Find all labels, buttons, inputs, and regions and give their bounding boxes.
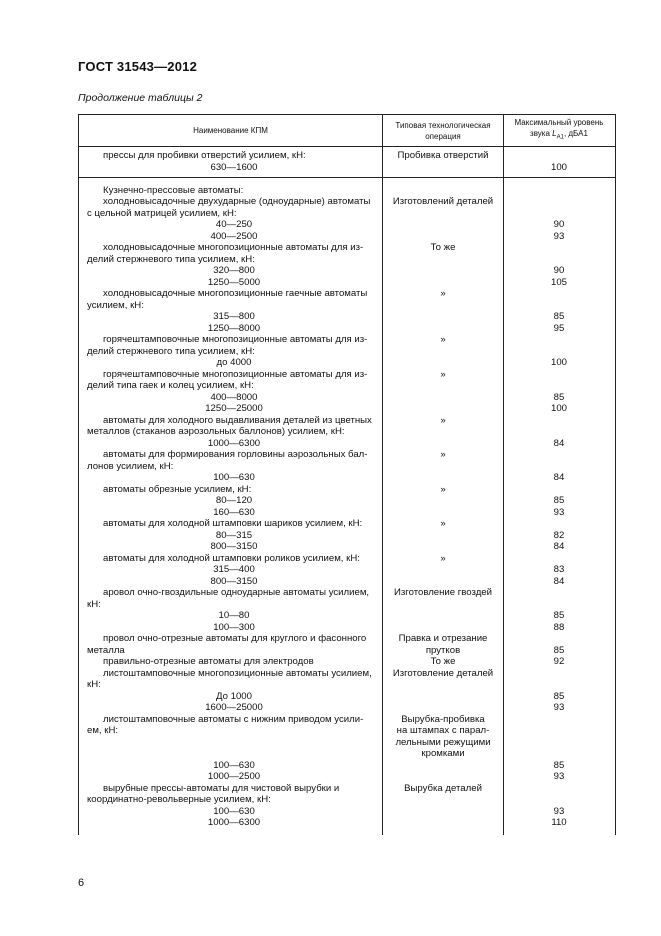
- noise-level-table: [78, 114, 616, 835]
- level-cell: 84: [553, 541, 565, 552]
- table-row-name: металлов (стаканов аэрозольных баллонов) усилием, кН:: [87, 426, 345, 437]
- table-row-value: 10—80: [218, 610, 250, 621]
- table-row-value: 320—800: [213, 265, 255, 276]
- table-row-value: 100—630: [213, 472, 255, 483]
- level-cell: 85: [553, 391, 565, 403]
- level-cell: 84: [553, 437, 565, 449]
- operation-cell: лельными режущими: [395, 736, 491, 748]
- level-cell: 90: [553, 265, 565, 276]
- operation-cell: »: [440, 334, 446, 345]
- table-row-value: 315—400: [213, 564, 255, 575]
- table-row-value: 1600—25000: [205, 702, 263, 713]
- table-row-value: 315—800: [213, 311, 255, 322]
- level-cell: 84: [553, 575, 565, 587]
- table-row-value: 100—300: [213, 621, 255, 633]
- operation-cell: прутков: [425, 644, 461, 656]
- operation-cell: Изготовлений деталей: [392, 196, 494, 207]
- table-row-name: прессы для пробивки отверстий усилием, кН:: [103, 150, 306, 161]
- operation-cell: на штампах с парал-: [396, 725, 490, 736]
- table-row-name: кН:: [87, 598, 101, 610]
- table-row-name: аровол очно-гвоздильные одноударные автоматы усилием,: [103, 587, 370, 598]
- operation-cell: Вырубка деталей: [404, 782, 482, 794]
- level-symbol: L: [552, 129, 557, 139]
- level-cell: 93: [553, 771, 565, 782]
- operation-cell: »: [440, 368, 446, 380]
- table-row-name: с цельной матрицей усилием, кН:: [87, 207, 237, 219]
- table-row-value: 400—2500: [210, 230, 258, 242]
- level-cell: 85: [553, 759, 565, 771]
- table-row-value: 1250—5000: [207, 276, 261, 288]
- level-cell: 100: [550, 403, 567, 414]
- table-row-value: 800—3150: [210, 575, 258, 587]
- table-row-value: до 4000: [216, 357, 252, 368]
- table-row-name: горячештамповочные многопозиционные автоматы для из-: [103, 368, 368, 380]
- table-row-name: автоматы для формирования горловины аэрозольных бал-: [103, 449, 368, 460]
- table-row-name: автоматы для холодной штамповки роликов усилием, кН:: [103, 552, 360, 564]
- level-cell: 110: [551, 817, 567, 828]
- level-cell: 95: [553, 322, 565, 334]
- column-header-name: [79, 115, 382, 146]
- table-row-value: 1250—8000: [207, 322, 261, 334]
- level-cell: 84: [553, 472, 565, 483]
- table-row-name: делий типа гаек и колец усилием, кН:: [87, 380, 254, 391]
- operation-cell: »: [440, 552, 446, 564]
- table-row-name: кН:: [87, 679, 101, 690]
- table-row-name: металла: [87, 644, 125, 656]
- operation-cell: То же: [430, 242, 456, 253]
- table-row-value: 160—630: [213, 506, 255, 518]
- operation-cell: Пробивка отверстий: [397, 150, 489, 161]
- level-cell: 105: [550, 276, 567, 288]
- level-cell: 93: [553, 805, 565, 817]
- table-row-name: холодновысадочные многопозиционные гаечные автоматы: [103, 288, 368, 299]
- document-header: ГОСТ 31543—2012: [78, 59, 197, 74]
- table-row-value: До 1000: [216, 690, 252, 702]
- table-row-name: холодновысадочные двухударные (одноударные) автоматы: [103, 196, 371, 207]
- column-header-operation: [383, 115, 503, 146]
- column-header-operation-line2: операция: [425, 131, 461, 141]
- table-row-name: координатно-револьверные усилием, кН:: [87, 794, 271, 805]
- table-row-value: 40—250: [215, 219, 253, 230]
- level-cell: 82: [553, 529, 565, 541]
- level-cell: 85: [553, 690, 565, 702]
- table-row-name: ем, кН:: [87, 725, 119, 736]
- level-unit-prefix: звука: [530, 129, 553, 139]
- table-row-value: 630—1600: [210, 161, 258, 173]
- table-row-value: 80—315: [215, 529, 253, 541]
- table-row-name: листоштамповочные многопозиционные автоматы усилием,: [103, 667, 372, 679]
- table-row-name: горячештамповочные многопозиционные автоматы для из-: [103, 334, 368, 345]
- operation-cell: »: [440, 518, 446, 529]
- operation-cell: »: [440, 449, 446, 460]
- table-row-value: 1250—25000: [205, 403, 263, 414]
- page-number: 6: [78, 877, 85, 889]
- operation-cell: Вырубка-пробивка: [401, 713, 485, 725]
- header-divider: [79, 146, 615, 147]
- operation-cell: »: [440, 414, 446, 426]
- table-row-name: делий стержневого типа усилием, кН:: [87, 253, 255, 265]
- operation-cell: Изготовление гвоздей: [394, 587, 492, 598]
- column-header-level: [504, 115, 614, 146]
- level-cell: 90: [553, 219, 565, 230]
- level-cell: 100: [550, 161, 567, 173]
- operation-cell: Правка и отрезание: [398, 633, 488, 644]
- table-row-value: 1000—2500: [207, 771, 261, 782]
- level-cell: 93: [553, 230, 565, 242]
- operation-cell: »: [440, 288, 446, 299]
- level-symbol-subscript: A1: [556, 134, 564, 141]
- table-row-value: 1000—6300: [207, 817, 261, 828]
- table-row-value: 800—3150: [210, 541, 258, 552]
- table-row-name: холодновысадочные многопозиционные автоматы для из-: [103, 242, 364, 253]
- table-row-value: 100—630: [213, 759, 255, 771]
- level-cell: 93: [553, 702, 565, 713]
- level-cell: 85: [553, 644, 565, 656]
- table-row-value: 100—630: [213, 805, 255, 817]
- table-row-name: Кузнечно-прессовые автоматы:: [103, 184, 244, 196]
- column-header-operation-line1: Типовая технологическая: [395, 120, 491, 130]
- level-cell: 88: [553, 621, 565, 633]
- column-header-level-line1: Максимальный уровень: [514, 118, 604, 128]
- table-row-name: лонов усилием, кН:: [87, 460, 174, 472]
- table-row-value: 80—120: [215, 495, 253, 506]
- table-row-name: автоматы для холодного выдавливания деталей из цветных: [103, 414, 372, 426]
- table-caption: Продолжение таблицы 2: [78, 92, 203, 104]
- operation-cell: Изготовление деталей: [392, 667, 494, 679]
- table-row-name: усилием, кН:: [87, 299, 144, 311]
- table-row-value: 400—8000: [210, 391, 258, 403]
- level-cell: 100: [550, 357, 567, 368]
- table-row-name: автоматы обрезные усилием, кН:: [103, 483, 252, 495]
- column-header-level-line2: [515, 128, 604, 144]
- row-divider: [79, 177, 615, 178]
- table-row-name: делий стержневого типа усилием, кН:: [87, 345, 255, 357]
- level-cell: 85: [553, 610, 565, 621]
- level-cell: 85: [553, 311, 565, 322]
- table-row-value: 1000—6300: [207, 437, 261, 449]
- table-row-name: автоматы для холодной штамповки шариков усилием, кН:: [103, 518, 363, 529]
- table-row-name: провол очно-отрезные автоматы для круглого и фасонного: [103, 633, 367, 644]
- table-row-name: вырубные прессы-автоматы для чистовой вырубки и: [103, 782, 340, 794]
- operation-cell: »: [440, 483, 446, 495]
- level-cell: 83: [553, 564, 565, 575]
- level-unit: , дБА1: [563, 129, 588, 139]
- table-row-name: листоштамповочные автоматы с нижним приводом усили-: [103, 713, 364, 725]
- operation-cell: То же: [430, 656, 456, 667]
- operation-cell: кромками: [421, 748, 465, 759]
- column-header-name-text: Наименование КПМ: [193, 126, 268, 135]
- level-cell: 92: [553, 656, 565, 667]
- level-cell: 85: [553, 495, 565, 506]
- table-row-name: правильно-отрезные автоматы для электродов: [103, 656, 314, 667]
- level-cell: 93: [553, 506, 565, 518]
